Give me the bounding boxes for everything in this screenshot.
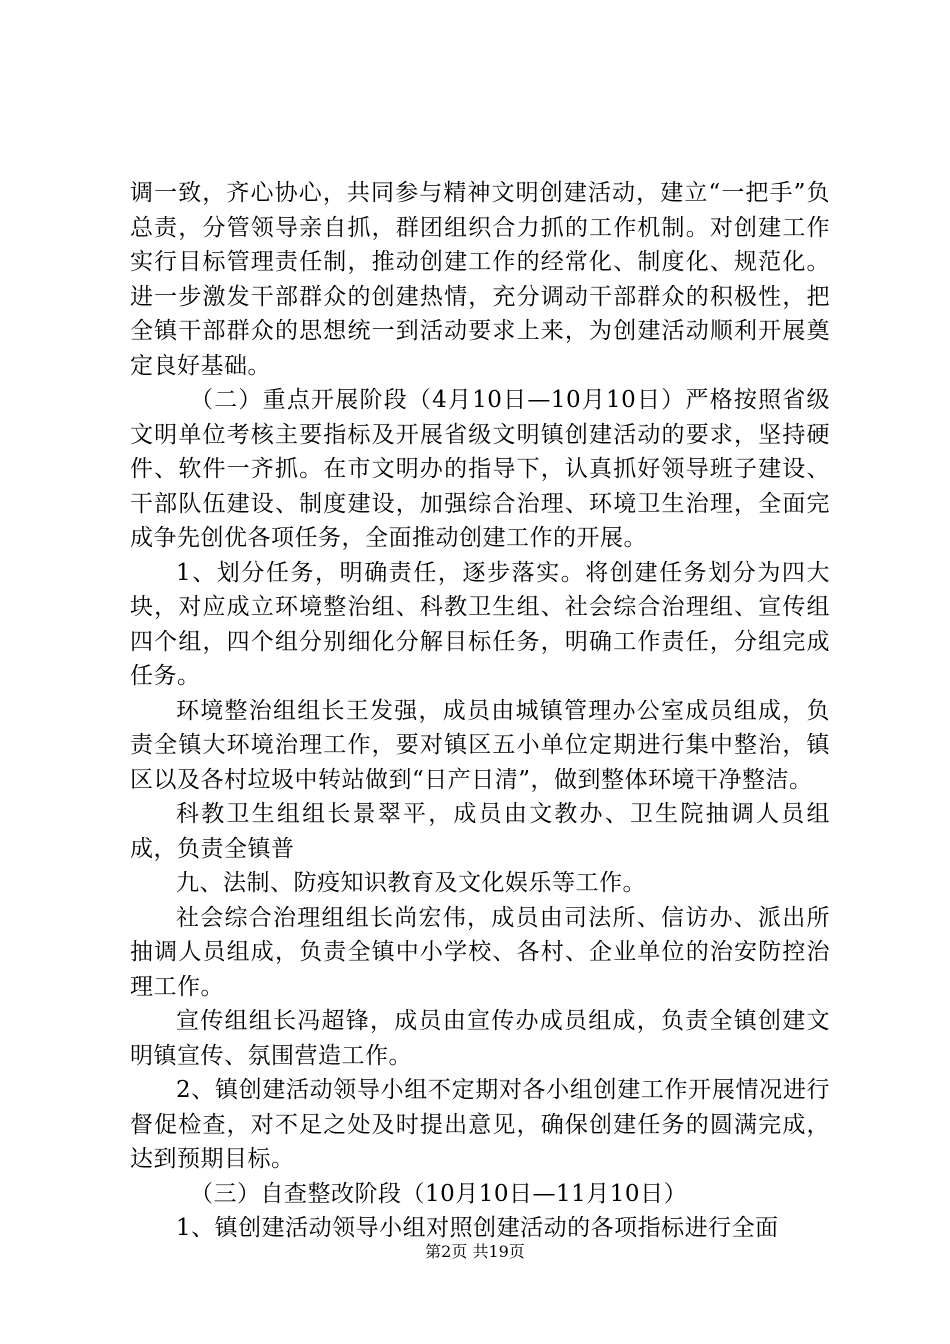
paragraph-publicity-group: 宣传组组长冯超锋，成员由宣传办成员组成，负责全镇创建文明镇宣传、氛围营造工作。 bbox=[130, 1008, 830, 1069]
paragraph-law-epidemic: 九、法制、防疫知识教育及文化娱乐等工作。 bbox=[176, 870, 646, 896]
paragraph-education-health-group: 科教卫生组组长景翠平，成员由文教办、卫生院抽调人员组成，负责全镇普 bbox=[130, 801, 830, 862]
paragraph-supervision: 2、镇创建活动领导小组不定期对各小组创建工作开展情况进行督促检查，对不足之处及时提出意见，确保创建任务的圆满完成，达到预期目标。 bbox=[130, 1077, 830, 1172]
paragraph-stage-two: （二）重点开展阶段（4月10日—10月10日）严格按照省级文明单位考核主要指标及开展省级文明镇创建活动的要求，坚持硬件、软件一齐抓。在市文明办的指导下，认真抓好领导班子建设、干部队伍建设、制度建设，加强综合治理、环境卫生治理，全面完成争先创优各项任务，全面推动创建工作的开展。 bbox=[130, 387, 830, 551]
paragraph-stage-three: （三）自查整改阶段（10月10日—11月10日） bbox=[190, 1180, 688, 1207]
paragraph-environment-group: 环境整治组组长王发强，成员由城镇管理办公室成员组成，负责全镇大环境治理工作，要对镇区五小单位定期进行集中整治，镇区以及各村垃圾中转站做到“日产日清”，做到整体环境干净整洁。 bbox=[130, 697, 830, 793]
paragraph-task-division: 1、划分任务，明确责任，逐步落实。将创建任务划分为四大块，对应成立环境整治组、科教卫生组、社会综合治理组、宣传组四个组，四个组分别细化分解目标任务，明确工作责任，分组完成任务。 bbox=[130, 559, 830, 689]
paragraph-self-inspection: 1、镇创建活动领导小组对照创建活动的各项指标进行全面 bbox=[176, 1215, 779, 1241]
paragraph-continuation: 调一致，齐心协心，共同参与精神文明创建活动，建立“一把手”负总责，分管领导亲自抓，群团组织合力抓的工作机制。对创建工作实行目标管理责任制，推动创建工作的经常化、制度化、规范化。进一步激发干部群众的创建热情，充分调动干部群众的积极性，把全镇干部群众的思想统一到活动要求上来，为创建活动顺利开展奠定良好基础。 bbox=[130, 180, 830, 379]
paragraph-social-governance-group: 社会综合治理组组长尚宏伟，成员由司法所、信访办、派出所抽调人员组成，负责全镇中小学校、各村、企业单位的治安防控治理工作。 bbox=[130, 904, 830, 1000]
document-body bbox=[130, 176, 830, 1246]
page-footer: 第2页 共19页 bbox=[425, 1242, 525, 1261]
